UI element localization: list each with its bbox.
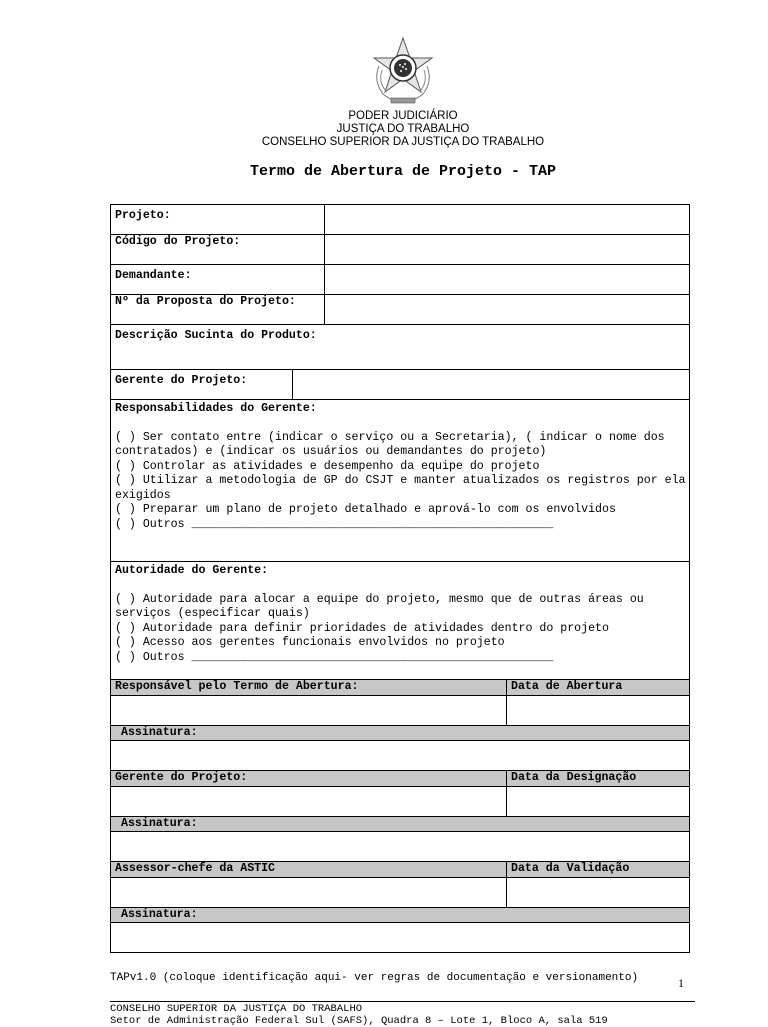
footer-org: CONSELHO SUPERIOR DA JUSTIÇA DO TRABALHO — [110, 1003, 363, 1015]
responsabilidades-section — [111, 400, 690, 562]
data-validacao-label: Data da Validação — [507, 862, 690, 878]
demandante-label: Demandante: — [111, 265, 325, 295]
descricao-label: Descrição Sucinta do Produto: — [115, 329, 317, 342]
projeto-label: Projeto: — [111, 205, 325, 235]
aut-option[interactable]: ( ) Autoridade para definir prioridades de atividades dentro do projeto — [115, 621, 609, 635]
header-line-3: CONSELHO SUPERIOR DA JUSTIÇA DO TRABALHO — [261, 136, 545, 148]
assinatura-label: Assinatura: — [111, 725, 690, 741]
responsavel-label: Responsável pelo Termo de Abertura: — [111, 680, 507, 696]
gerente-assinatura-input[interactable] — [111, 786, 507, 816]
footer-address-line: Setor de Administração Federal Sul (SAFS), Quadra 8 – Lote 1, Bloco A, sala 519 — [110, 1015, 608, 1027]
gerente-input[interactable] — [293, 370, 690, 400]
assinatura-label: Assinatura: — [111, 907, 690, 923]
gerente-label: Gerente do Projeto: — [111, 370, 293, 400]
proposta-input[interactable] — [325, 295, 690, 325]
tap-form — [110, 204, 690, 953]
assinatura-label: Assinatura: — [111, 816, 690, 832]
page-number: 1 — [678, 976, 684, 990]
resp-option-outros[interactable]: ( ) Outros ____________________________________________________ — [115, 517, 554, 531]
data-validacao-input[interactable] — [507, 877, 690, 907]
proposta-label: Nº da Proposta do Projeto: — [111, 295, 325, 325]
projeto-input[interactable] — [325, 205, 690, 235]
assessor-label: Assessor-chefe da ASTIC — [111, 862, 507, 878]
assinatura-input[interactable] — [111, 832, 690, 862]
descricao-field[interactable] — [111, 325, 690, 370]
header-line-1: PODER JUDICIÁRIO — [348, 110, 458, 122]
document-title: Termo de Abertura de Projeto - TAP — [249, 163, 557, 180]
aut-option[interactable]: ( ) Acesso aos gerentes funcionais envolvidos no projeto — [115, 636, 505, 649]
resp-option[interactable]: ( ) Controlar as atividades e desempenho da equipe do projeto — [115, 459, 540, 473]
codigo-label: Código do Projeto: — [111, 235, 325, 265]
data-designacao-label: Data da Designação — [507, 771, 690, 787]
data-abertura-label: Data de Abertura — [507, 680, 690, 696]
data-designacao-input[interactable] — [507, 786, 690, 816]
resp-option[interactable]: ( ) Ser contato entre (indicar o serviço ou a Secretaria), ( indicar o nome dos contratados) e (indicar os usuários ou demandantes do projeto) — [115, 430, 665, 458]
autoridade-section — [111, 562, 690, 680]
demandante-input[interactable] — [325, 265, 690, 295]
responsavel-input[interactable] — [111, 695, 507, 725]
header-line-2: JUSTIÇA DO TRABALHO — [336, 123, 470, 135]
data-abertura-input[interactable] — [507, 695, 690, 725]
version-note: TAPv1.0 (coloque identificação aqui- ver regras de documentação e versionamento) — [110, 972, 639, 984]
assinatura-input[interactable] — [111, 923, 690, 953]
responsabilidades-heading: Responsabilidades do Gerente: — [115, 402, 317, 415]
footer-address — [110, 1003, 608, 1027]
footer-divider — [110, 1001, 695, 1002]
resp-option[interactable]: ( ) Preparar um plano de projeto detalhado e aprová-lo com os envolvidos — [115, 503, 616, 516]
resp-option[interactable]: ( ) Utilizar a metodologia de GP do CSJT e manter atualizados os registros por ela exigidos — [115, 474, 686, 502]
aut-option[interactable]: ( ) Autoridade para alocar a equipe do projeto, mesmo que de outras áreas ou serviços (especificar quais) — [115, 592, 644, 620]
autoridade-heading: Autoridade do Gerente: — [115, 564, 269, 577]
assinatura-input[interactable] — [111, 741, 690, 771]
assessor-input[interactable] — [111, 877, 507, 907]
aut-option-outros[interactable]: ( ) Outros ____________________________________________________ — [115, 650, 554, 664]
codigo-input[interactable] — [325, 235, 690, 265]
coat-of-arms-icon — [369, 36, 437, 108]
gerente-assinatura-label: Gerente do Projeto: — [111, 771, 507, 787]
